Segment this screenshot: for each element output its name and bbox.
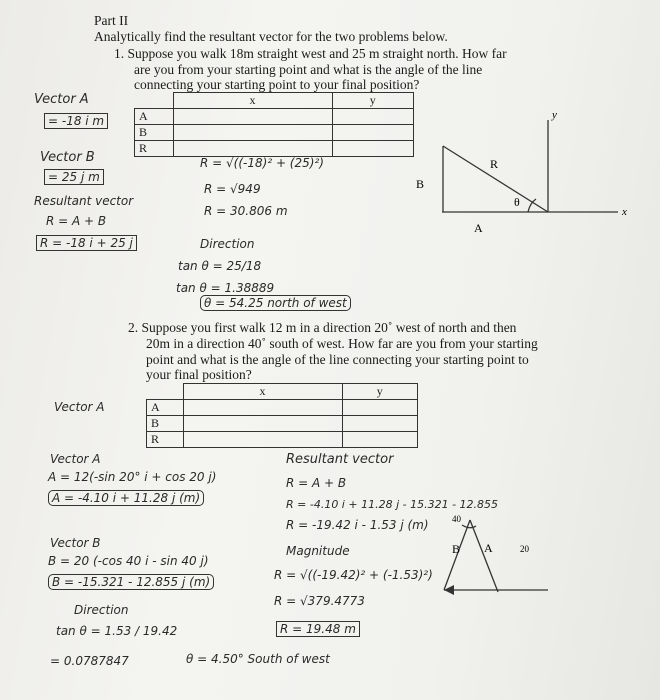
p2-angle-result: θ = 4.50° South of west — [186, 652, 330, 666]
p2-b-label: B — [452, 542, 461, 556]
p1-col-y: y — [332, 93, 414, 109]
p2-r-equation: R = A + B — [286, 476, 347, 490]
p2-angle-20: 20 — [520, 544, 529, 554]
problem1-line3: connecting your starting point to your final position? — [134, 77, 420, 92]
problem1-line1: 1. Suppose you walk 18m straight west and 25 m straight north. How far — [114, 46, 507, 61]
p1-row-b: B — [135, 125, 174, 141]
p1-tan-step2: tan θ = 1.38889 — [176, 281, 275, 295]
p1-r-label: R — [490, 157, 499, 171]
p2-tan-value: = 0.0787847 — [50, 654, 129, 668]
p1-row-r: R — [135, 141, 174, 157]
p1-x-label: x — [622, 206, 627, 218]
p2-resultant-label: Resultant vector — [286, 452, 394, 467]
p1-tan-step1: tan θ = 25/18 — [178, 259, 262, 273]
p2-col-y: y — [342, 384, 418, 400]
p1-r-value: R = -18 i + 25 j — [36, 235, 137, 251]
p2-r-sum: R = -4.10 i + 11.28 j - 15.321 - 12.855 — [286, 498, 499, 511]
p2-b-equation: B = 20 (-cos 40 i - sin 40 j) — [48, 554, 209, 568]
p2-b-value: B = -15.321 - 12.855 j (m) — [48, 574, 214, 590]
p2-magnitude-result: R = 19.48 m — [276, 621, 360, 637]
p1-col-x: x — [173, 93, 332, 109]
p1-y-label: y — [552, 109, 557, 121]
instructions: Analytically find the resultant vector for the two problems below. — [94, 29, 448, 44]
problem2-line1: 2. Suppose you first walk 12 m in a direction 20˚ west of north and then — [128, 320, 517, 335]
p2-angle-arc — [462, 525, 476, 528]
p2-a-label: A — [484, 541, 493, 555]
p1-magnitude-step1: R = √((-18)² + (25)²) — [200, 156, 324, 170]
p2-vector-b-label: Vector B — [50, 536, 101, 550]
problem2-line4: your final position? — [146, 367, 252, 382]
p2-row-b: B — [147, 416, 184, 432]
p1-b-value: = 25 j m — [44, 169, 104, 185]
p2-tan-equation: tan θ = 1.53 / 19.42 — [56, 624, 178, 638]
problem2-line3: point and what is the angle of the line connecting your starting point to — [146, 352, 529, 367]
p2-a-equation: A = 12(-sin 20° i + cos 20 j) — [48, 470, 217, 484]
p2-magnitude-step1: R = √((-19.42)² + (-1.53)²) — [274, 568, 433, 582]
p2-a-value: A = -4.10 i + 11.28 j (m) — [48, 490, 204, 506]
p1-magnitude-result: R = 30.806 m — [204, 204, 288, 218]
p1-vector-b-label: Vector B — [40, 150, 95, 165]
p2-r-value: R = -19.42 i - 1.53 j (m) — [286, 518, 429, 532]
p1-r-equation: R = A + B — [46, 214, 107, 228]
p1-magnitude-step2: R = √949 — [204, 182, 261, 196]
p2-direction-label: Direction — [74, 603, 129, 617]
part-heading: Part II — [94, 13, 129, 28]
p2-row-r: R — [147, 432, 184, 448]
p1-b-label: B — [416, 177, 425, 191]
p2-angle-40: 40 — [452, 514, 461, 524]
p1-a-value: = -18 i m — [44, 113, 108, 129]
p1-angle-result: θ = 54.25 north of west — [200, 295, 351, 311]
p1-a-label: A — [474, 221, 483, 235]
p1-theta-label: θ — [514, 195, 520, 209]
p2-col-x: x — [183, 384, 342, 400]
p2-row-a: A — [147, 400, 184, 416]
p2-vector-a-line — [470, 520, 498, 592]
p2-magnitude-step2: R = √379.4773 — [274, 594, 365, 608]
problem2-line2: 20m in a direction 40˚ south of west. How far are you from your starting — [146, 336, 538, 351]
p2-vector-a-label: Vector A — [50, 452, 101, 466]
p2-magnitude-label: Magnitude — [286, 544, 350, 558]
p1-resultant-label: Resultant vector — [34, 194, 134, 208]
p2-vector-a-side-label: Vector A — [54, 400, 105, 414]
problem1-line2: are you from your starting point and what is the angle of the line — [134, 62, 483, 77]
p1-direction-label: Direction — [200, 237, 255, 251]
p1-vector-a-label: Vector A — [34, 92, 89, 107]
p1-row-a: A — [135, 109, 174, 125]
